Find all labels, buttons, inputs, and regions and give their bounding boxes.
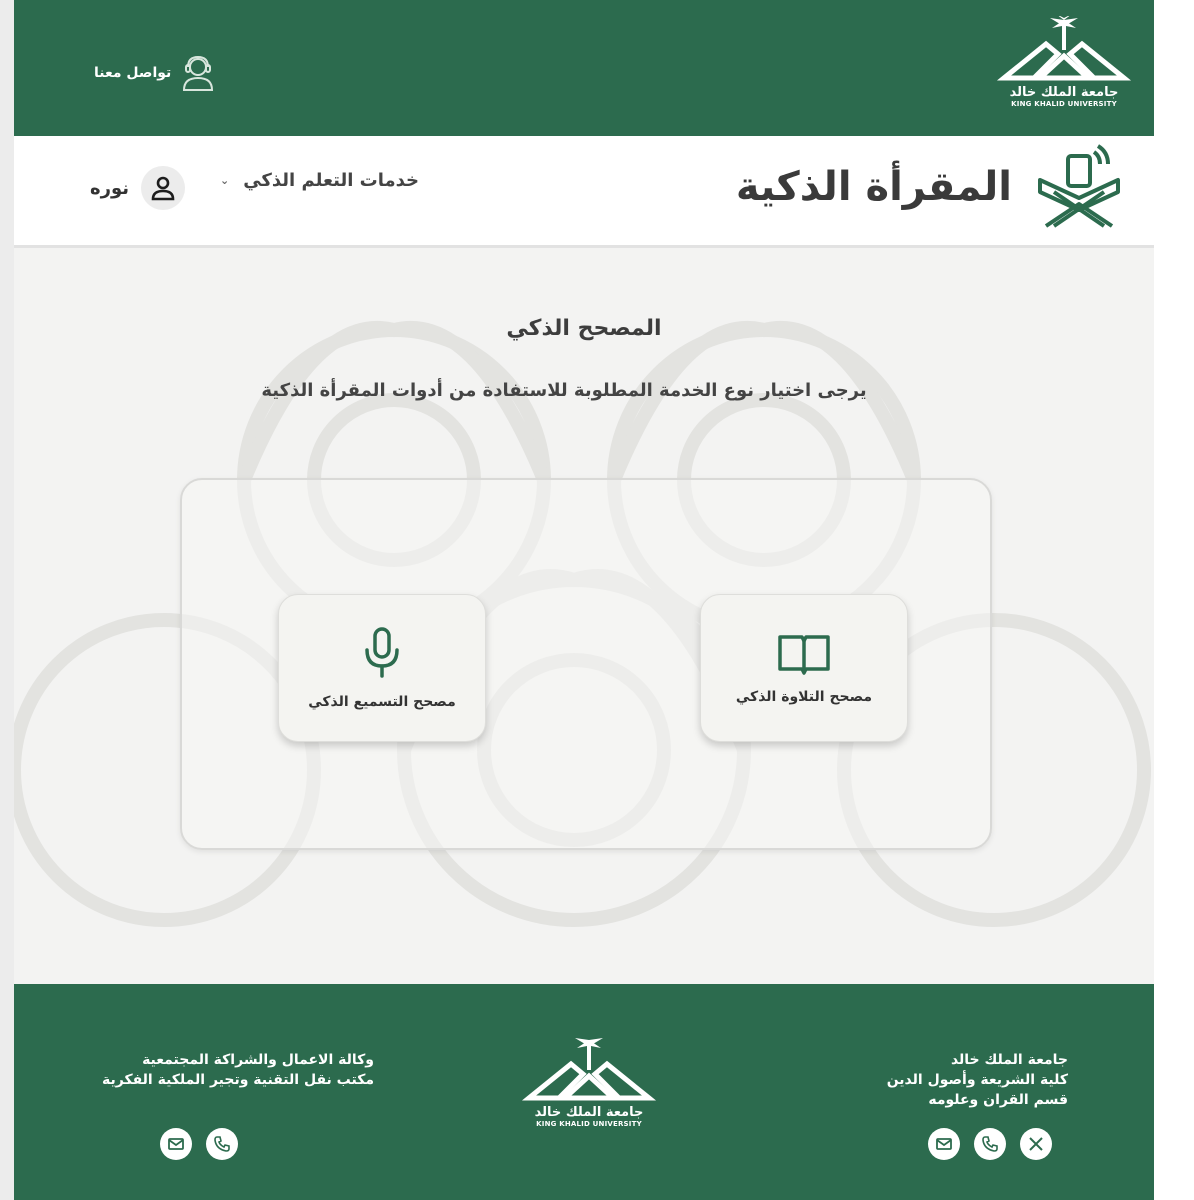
top-bar <box>14 0 1154 136</box>
palm-tent-logo-icon <box>994 16 1134 86</box>
avatar <box>141 166 185 210</box>
outer-margin-left <box>0 0 14 1200</box>
footer-line: قسم القران وعلومه <box>928 1092 1068 1108</box>
contact-label: تواصل معنا <box>94 65 172 81</box>
quran-stand-phone-icon <box>1034 142 1124 232</box>
user-menu[interactable] <box>90 166 185 210</box>
footer-line: وكالة الاعمال والشراكة المجتمعية <box>142 1052 374 1068</box>
logo-english-text: KING KHALID UNIVERSITY <box>536 1120 642 1128</box>
footer-university-info <box>887 1050 1068 1110</box>
mail-icon[interactable] <box>160 1128 192 1160</box>
mail-icon[interactable] <box>928 1128 960 1160</box>
footer-office-info <box>54 1050 374 1090</box>
user-name: نوره <box>90 177 130 199</box>
page <box>14 0 1154 1200</box>
footer-line: جامعة الملك خالد <box>950 1052 1068 1068</box>
card-label: مصحح التلاوة الذكي <box>735 689 873 705</box>
app-brand[interactable] <box>736 142 1124 232</box>
outer-margin-right <box>1154 0 1194 1200</box>
page-subtitle: يرجى اختيار نوع الخدمة المطلوبة للاستفادة من أدوات المقرأة الذكية <box>261 380 867 401</box>
memorization-corrector-card[interactable] <box>278 594 486 742</box>
phone-icon[interactable] <box>974 1128 1006 1160</box>
footer-social-right <box>928 1128 1052 1160</box>
logo-english-text: KING KHALID UNIVERSITY <box>1011 100 1117 108</box>
site-footer <box>14 984 1154 1200</box>
footer-line: كلية الشريعة وأصول الدين <box>886 1072 1068 1088</box>
logo-arabic-text: جامعة الملك خالد <box>1009 85 1119 100</box>
app-navbar <box>14 136 1154 248</box>
page-title: المصحح الذكي <box>506 316 662 341</box>
chevron-down-icon: ⌄ <box>220 174 230 187</box>
card-label: مصحح التسميع الذكي <box>308 694 456 710</box>
recitation-corrector-card[interactable] <box>700 594 908 742</box>
open-book-icon <box>776 631 832 675</box>
logo-arabic-text: جامعة الملك خالد <box>534 1105 644 1120</box>
contact-us-link[interactable] <box>94 54 215 92</box>
user-icon <box>150 175 176 201</box>
microphone-icon <box>362 626 402 680</box>
service-selection-panel <box>180 478 992 850</box>
headset-user-icon <box>181 54 215 92</box>
services-label: خدمات التعلم الذكي <box>243 170 420 191</box>
phone-icon[interactable] <box>206 1128 238 1160</box>
footer-university-logo <box>514 1036 664 1129</box>
palm-tent-logo-icon <box>519 1036 659 1106</box>
footer-social-left <box>160 1128 238 1160</box>
app-title: المقرأة الذكية <box>735 164 1012 210</box>
smart-learning-services-dropdown[interactable] <box>220 170 419 191</box>
footer-line: مكتب نقل التقنية وتجير الملكية الفكرية <box>101 1072 374 1088</box>
x-icon[interactable] <box>1020 1128 1052 1160</box>
university-logo[interactable] <box>994 16 1134 109</box>
